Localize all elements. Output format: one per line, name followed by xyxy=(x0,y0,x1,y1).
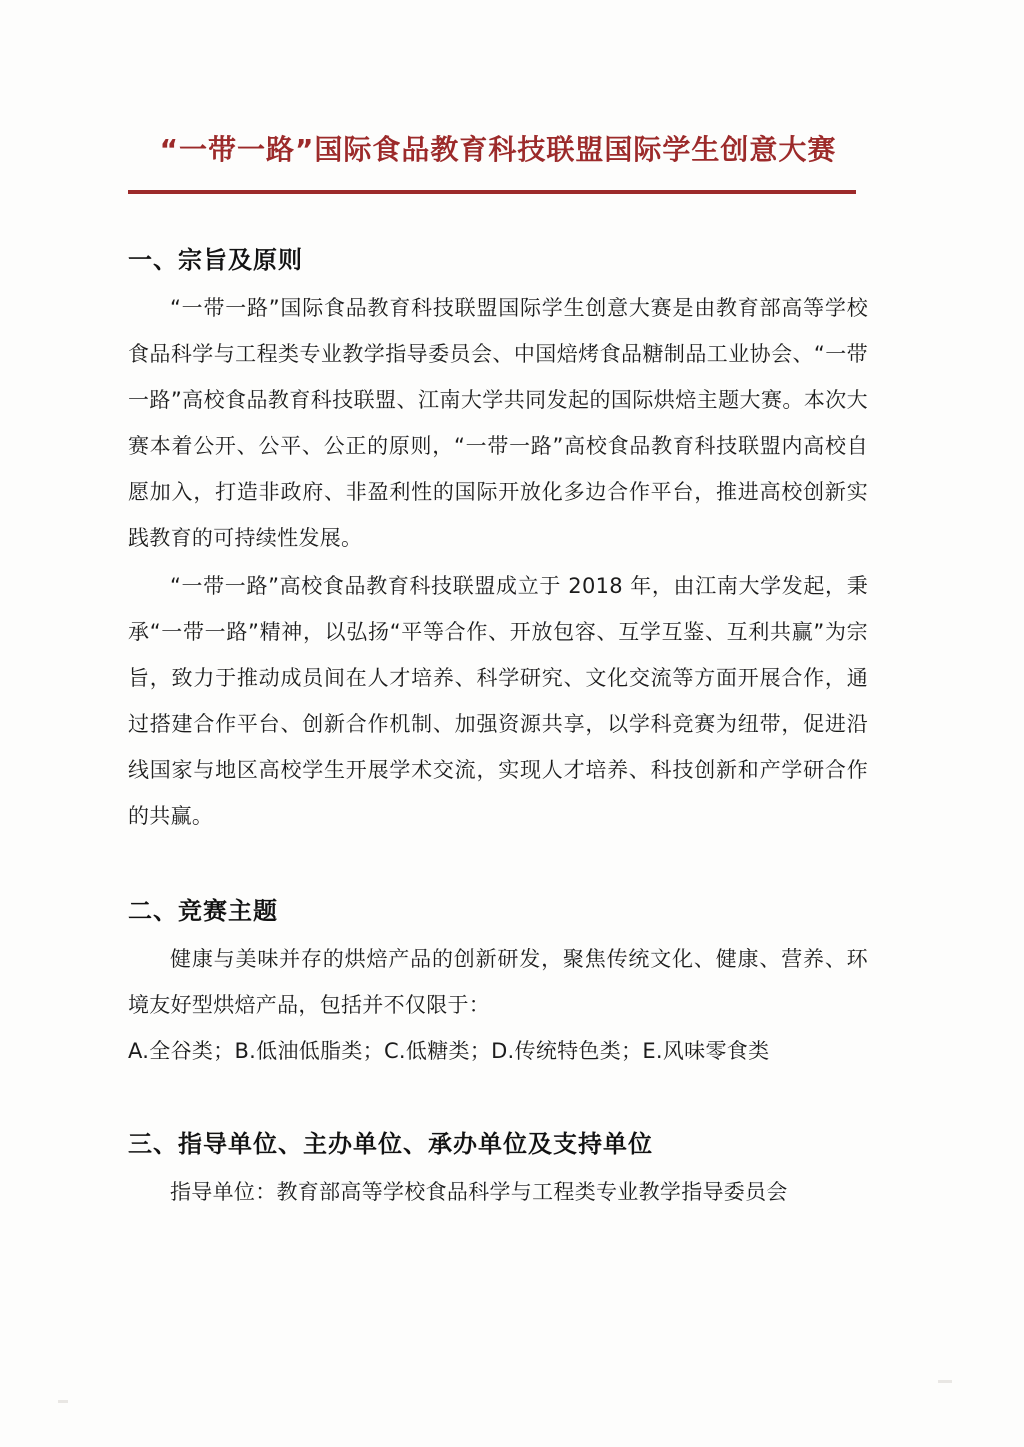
scan-artifact-left xyxy=(58,1400,68,1403)
section-2-category-list: A.全谷类；B.低油低脂类；C.低糖类；D.传统特色类；E.风味零食类 xyxy=(128,1039,770,1064)
page-title: “一带一路”国际食品教育科技联盟国际学生创意大赛 xyxy=(159,133,837,166)
section-1-paragraph-2: “一带一路”高校食品教育科技联盟成立于 2018 年，由江南大学发起，秉承“一带一路”精神，以弘扬“平等合作、开放包容、互学互鉴、互利共赢”为宗旨，致力于推动成员间在人才培养、科学研究、文化交流等方面开展合作，通过搭建合作平台、创新合作机制、加强资源共享，以学科竞赛为纽带，促进沿线国家与地区高校学生开展学术交流，实现人才培养、科技创新和产学研合作的共赢。 xyxy=(128,574,868,829)
title-divider xyxy=(128,190,856,194)
section-1-paragraph-1: “一带一路”国际食品教育科技联盟国际学生创意大赛是由教育部高等学校食品科学与工程类专业教学指导委员会、中国焙烤食品糖制品工业协会、“一带一路”高校食品教育科技联盟、江南大学共同发起的国际烘焙主题大赛。本次大赛本着公开、公平、公正的原则，“一带一路”高校食品教育科技联盟内高校自愿加入，打造非政府、非盈利性的国际开放化多边合作平台，推进高校创新实践教育的可持续性发展。 xyxy=(128,296,868,551)
section-heading-1: 一、宗旨及原则 xyxy=(128,246,303,275)
section-heading-3: 三、指导单位、主办单位、承办单位及支持单位 xyxy=(128,1130,653,1159)
scan-artifact-right xyxy=(938,1380,952,1383)
section-3-paragraph-1: 指导单位：教育部高等学校食品科学与工程类专业教学指导委员会 xyxy=(170,1180,788,1205)
document-content xyxy=(128,132,868,1215)
section-2-paragraph-1: 健康与美味并存的烘焙产品的创新研发，聚焦传统文化、健康、营养、环境友好型烘焙产品，包括并不仅限于： xyxy=(128,947,868,1018)
section-heading-2: 二、竞赛主题 xyxy=(128,897,278,926)
